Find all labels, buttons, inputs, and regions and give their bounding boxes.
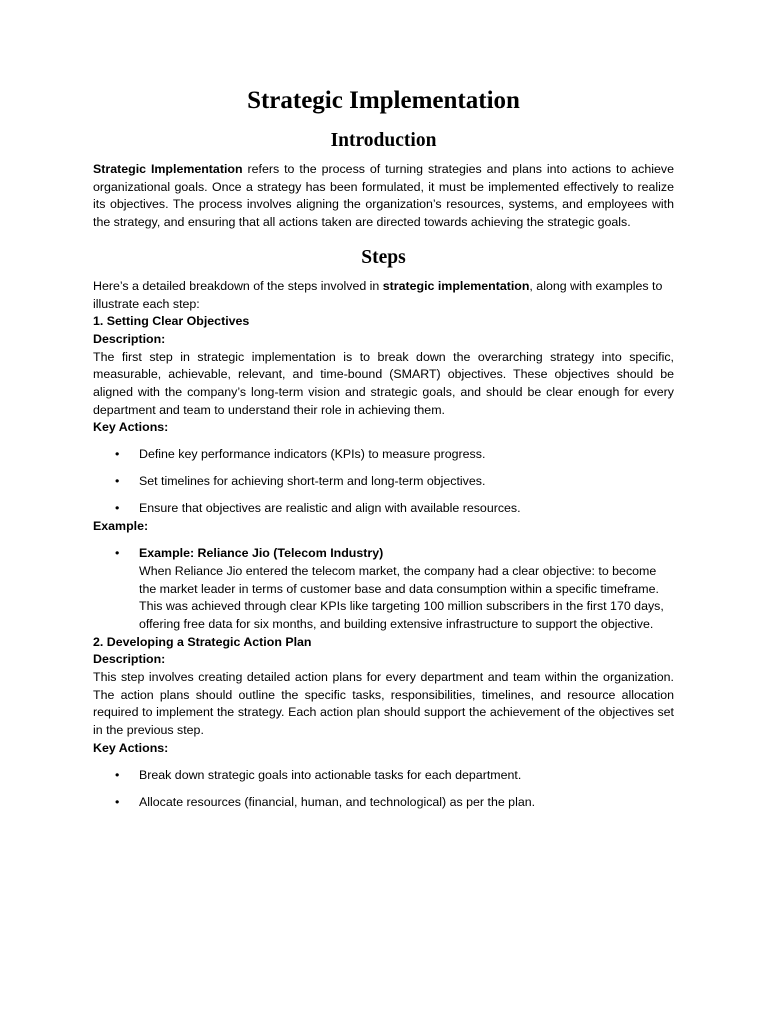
steps-intro-before: Here’s a detailed breakdown of the steps involved in <box>93 278 383 293</box>
bullet-icon: • <box>115 501 120 516</box>
step1-description: The first step in strategic implementation is to break down the overarching strategy into specific, measurable, achievable, relevant, and time-bound (SMART) objectives. These objectives should be aligned with the company’s long-term vision and strategic goals, and should be clear enough for every department and team to understand their role in achieving them. <box>93 349 674 417</box>
steps-intro-bold: strategic implementation <box>382 278 530 293</box>
step2-description: This step involves creating detailed action plans for every department and team within the organization. The action plans should outline the specific tasks, responsibilities, timelines, and resource allocation required to implement the strategy. Each action plan should support the achievement of the objectives set in the previous step. <box>93 670 674 738</box>
bullet-icon: • <box>115 474 120 489</box>
list-item <box>93 473 674 491</box>
step2-title: 2. Developing a Strategic Action Plan <box>93 634 312 649</box>
steps-intro-after: , along with examples to illustrate each step: <box>93 278 663 311</box>
step1-description-label: Description: <box>93 331 166 346</box>
step1-title: 1. Setting Clear Objectives <box>93 314 250 329</box>
bullet-icon: • <box>115 794 120 809</box>
bullet-icon: • <box>115 546 120 561</box>
step1-example-list <box>93 545 674 634</box>
example-text: When Reliance Jio entered the telecom market, the company had a clear objective: to become the market leader in terms of customer base and data consumption within a specific timeframe. This was achieved through clear KPIs like targeting 100 million subscribers in the first 170 days, offering free data for six months, and building extensive infrastructure to support the objective. <box>139 563 664 631</box>
list-item-text: Allocate resources (financial, human, and technological) as per the plan. <box>139 794 536 809</box>
introduction-heading: Introduction <box>330 130 437 151</box>
introduction-lead-term: Strategic Implementation <box>93 162 243 176</box>
bullet-icon: • <box>115 447 120 462</box>
steps-intro-paragraph <box>93 278 674 313</box>
list-item-text: Ensure that objectives are realistic and align with available resources. <box>139 501 521 516</box>
step2-key-actions-list <box>93 767 674 812</box>
bullet-icon: • <box>115 767 120 782</box>
steps-heading: Steps <box>361 246 406 268</box>
step1-key-actions-list <box>93 446 674 518</box>
document-page <box>93 84 674 812</box>
list-item-text: Set timelines for achieving short-term and long-term objectives. <box>139 474 486 489</box>
introduction-text: refers to the process of turning strategies and plans into actions to achieve organizational goals. Once a strategy has been formulated, it must be implemented effectively to realize its objectives. The process involves aligning the organization’s resources, systems, and employees with the strategy, and ensuring that all actions taken are directed towards achieving the strategic goals. <box>93 162 674 230</box>
list-item <box>93 767 674 785</box>
example-title: Example: Reliance Jio (Telecom Industry) <box>139 546 384 561</box>
list-item <box>93 545 674 634</box>
list-item <box>93 794 674 812</box>
list-item <box>93 446 674 464</box>
step2-key-actions-label: Key Actions: <box>93 740 169 755</box>
document-title: Strategic Implementation <box>247 87 520 114</box>
list-item <box>93 500 674 518</box>
step1-example-label: Example: <box>93 519 149 534</box>
step1-key-actions-label: Key Actions: <box>93 420 169 435</box>
list-item-text: Define key performance indicators (KPIs) to measure progress. <box>139 447 486 462</box>
step2-description-label: Description: <box>93 652 166 667</box>
list-item-text: Break down strategic goals into actionable tasks for each department. <box>139 767 522 782</box>
introduction-paragraph <box>93 161 674 232</box>
